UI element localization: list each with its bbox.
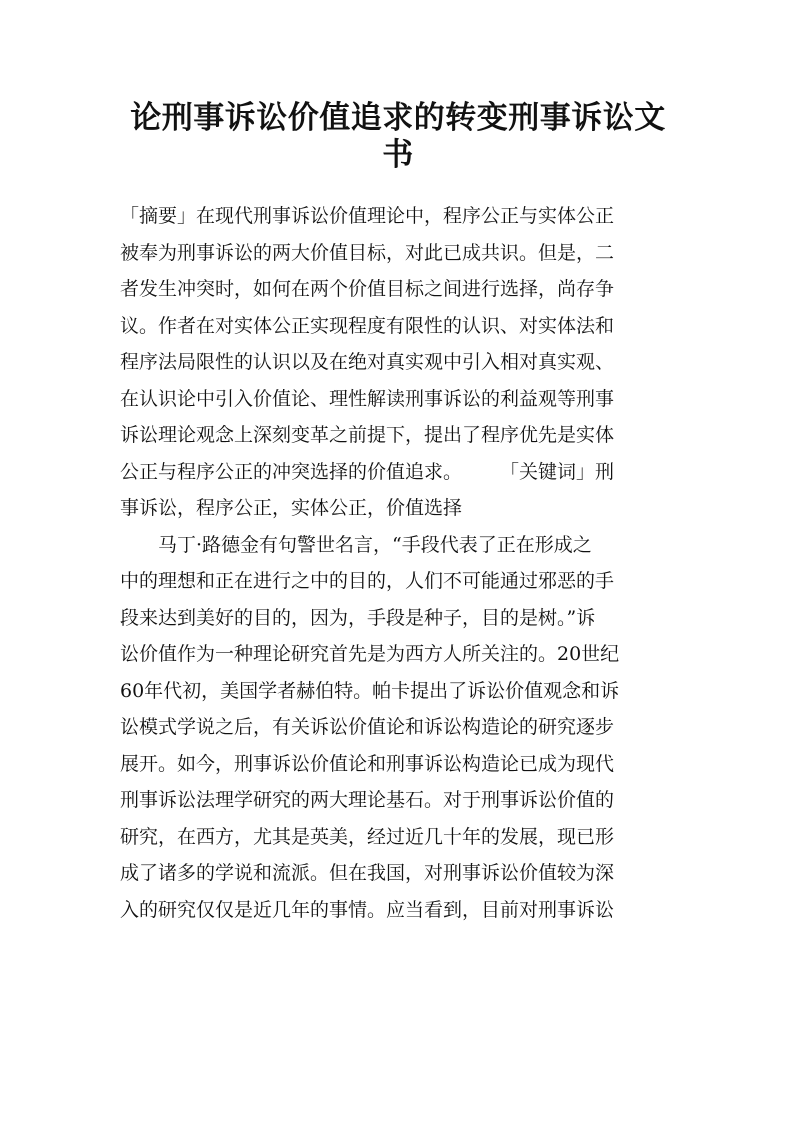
paragraph-line: 刑事诉讼法理学研究的两大理论基石。对于刑事诉讼价值的 bbox=[120, 789, 615, 811]
paragraph-line: 段来达到美好的目的，因为，手段是种子，目的是树。”诉 bbox=[120, 606, 596, 629]
paragraph-line: 马丁·路德金有句警世名言，“手段代表了正在形成之 bbox=[120, 533, 592, 556]
abstract-line: 公正与程序公正的冲突选择的价值追求。 「关键词」刑 bbox=[120, 460, 615, 483]
document-body bbox=[120, 198, 680, 928]
paragraph-line: 讼价值作为一种理论研究首先是为西方人所关注的。20世纪 bbox=[120, 643, 620, 665]
paragraph-line: 60年代初，美国学者赫伯特。帕卡提出了诉讼价值观念和诉 bbox=[120, 679, 620, 702]
abstract-line: 在认识论中引入价值论、理性解读刑事诉讼的利益观等刑事 bbox=[120, 387, 615, 410]
abstract-line: 被奉为刑事诉讼的两大价值目标，对此已成共识。但是，二 bbox=[120, 241, 615, 264]
paragraph-line: 中的理想和正在进行之中的目的，人们不可能通过邪恶的手 bbox=[120, 570, 615, 592]
document-title bbox=[118, 96, 678, 173]
paragraph-line: 成了诸多的学说和流派。但在我国，对刑事诉讼价值较为深 bbox=[120, 862, 615, 884]
paragraph-line: 讼模式学说之后，有关诉讼价值论和诉讼构造论的研究逐步 bbox=[120, 716, 615, 738]
paragraph-line: 研究，在西方，尤其是英美，经过近几十年的发展，现已形 bbox=[120, 825, 615, 848]
abstract-line: 议。作者在对实体公正实现程度有限性的认识、对实体法和 bbox=[120, 314, 615, 337]
keywords-line: 事诉讼，程序公正，实体公正，价值选择 bbox=[120, 497, 463, 519]
abstract-line: 程序法局限性的认识以及在绝对真实观中引入相对真实观、 bbox=[120, 351, 615, 373]
abstract-line: 「摘要」在现代刑事诉讼价值理论中，程序公正与实体公正 bbox=[120, 205, 615, 227]
paragraph-line: 展开。如今，刑事诉讼价值论和刑事诉讼构造论已成为现代 bbox=[120, 752, 615, 775]
paragraph-line: 入的研究仅仅是近几年的事情。应当看到，目前对刑事诉讼 bbox=[120, 898, 615, 921]
abstract-line: 者发生冲突时，如何在两个价值目标之间进行选择，尚存争 bbox=[120, 278, 615, 300]
title-line: 书 bbox=[382, 136, 414, 173]
title-line: 论刑事诉讼价值追求的转变刑事诉讼文 bbox=[130, 100, 666, 136]
abstract-line: 诉讼理论观念上深刻变革之前提下，提出了程序优先是实体 bbox=[120, 424, 615, 446]
